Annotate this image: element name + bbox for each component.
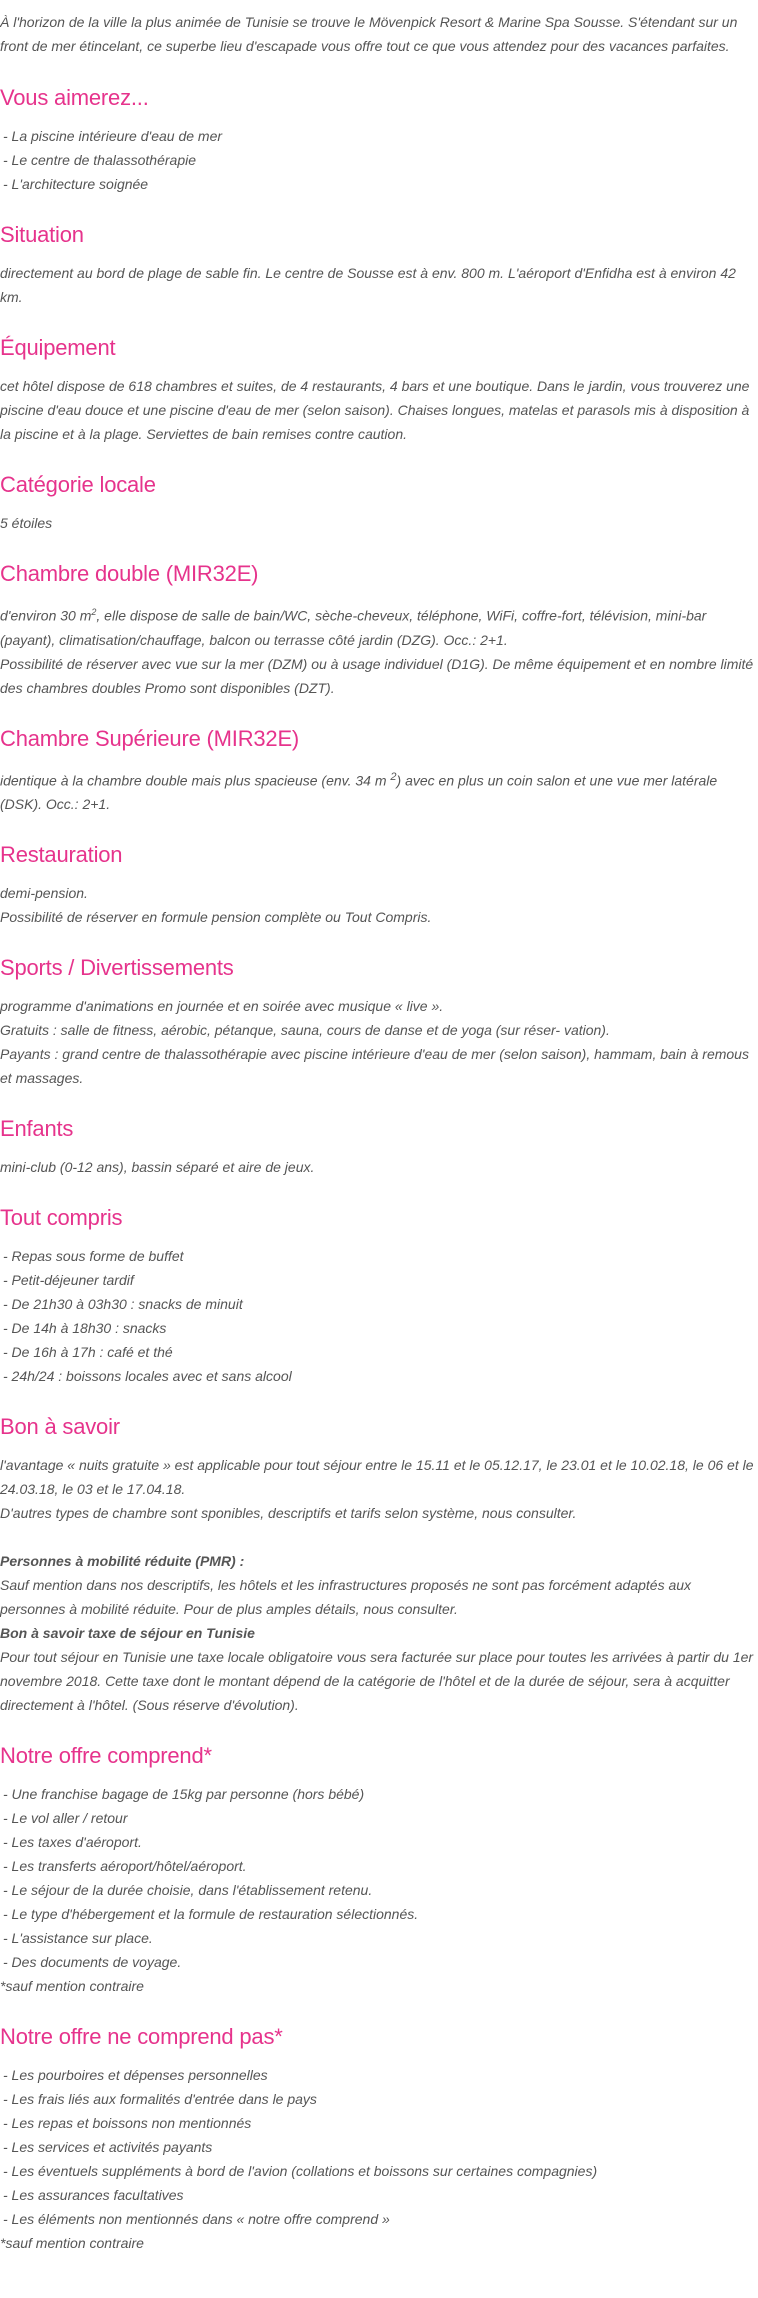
- equipement-text: cet hôtel dispose de 618 chambres et suites, de 4 restaurants, 4 bars et une boutique. Dans le jardin, vous trouverez une piscine d'eau douce et une piscine d'eau de mer (selon saison). Chaises longues, matelas et parasols mis à disposition à la piscine et à la plage. Serviettes de bain remises contre caution.: [0, 378, 750, 442]
- section-title: Catégorie locale: [0, 472, 156, 497]
- list-item: - Les repas et boissons non mentionnés: [3, 2115, 252, 2132]
- list-item: - Le type d'hébergement et la formule de restauration sélectionnés.: [3, 1906, 419, 1923]
- section-title: Vous aimerez...: [0, 85, 149, 110]
- offre-comprend-list: [0, 1782, 758, 1974]
- taxe-text: Pour tout séjour en Tunisie une taxe locale obligatoire vous sera facturée sur place pour toutes les arrivées à partir du 1er novembre 2018. Cette taxe dont le montant dépend de la catégorie de l'hôtel et de la durée de séjour, sera à acquitter directement à l'hôtel. (Sous réserve d'évolution).: [0, 1649, 754, 1714]
- section-sports: [0, 952, 758, 1090]
- superscript: 2: [91, 607, 97, 617]
- list-item: - Une franchise bagage de 15kg par personne (hors bébé): [3, 1786, 365, 1803]
- bon-a-savoir-line: D'autres types de chambre sont sponibles, descriptifs et tarifs selon système, nous consulter.: [0, 1505, 577, 1522]
- list-item: - De 21h30 à 03h30 : snacks de minuit: [3, 1296, 243, 1313]
- situation-text: directement au bord de plage de sable fin. Le centre de Sousse est à env. 800 m. L'aéroport d'Enfidha est à environ 42 km.: [0, 265, 736, 305]
- list-item: - Les frais liés aux formalités d'entrée dans le pays: [3, 2091, 317, 2108]
- text-part: , elle dispose de salle de bain/WC, sèche-cheveux, téléphone, WiFi, coffre-fort, télévision, mini-bar (payant), climatisation/chauffage, balcon ou terrasse côté jardin (DZG). Occ.: 2+1.: [0, 607, 707, 648]
- list-item: - Les transferts aéroport/hôtel/aéroport.: [3, 1858, 247, 1875]
- categorie-text: 5 étoiles: [0, 515, 53, 531]
- list-item: - Les services et activités payants: [3, 2139, 213, 2156]
- section-restauration: [0, 839, 758, 929]
- list-item: - 24h/24 : boissons locales avec et sans alcool: [3, 1368, 292, 1385]
- text-part: identique à la chambre double mais plus spacieuse (env. 34 m: [0, 772, 391, 789]
- section-situation: [0, 219, 758, 309]
- pmr-heading: Personnes à mobilité réduite (PMR) :: [0, 1553, 245, 1570]
- section-equipement: [0, 332, 758, 446]
- section-bon-a-savoir: [0, 1411, 758, 1717]
- section-vous-aimerez: [0, 82, 758, 196]
- text-part: d'environ 30 m: [0, 607, 92, 624]
- section-offre-ne-comprend-pas: [0, 2021, 758, 2255]
- sports-line: Gratuits : salle de fitness, aérobic, pétanque, sauna, cours de danse et de yoga (sur réser- vation).: [0, 1022, 610, 1039]
- section-title: Bon à savoir: [0, 1414, 120, 1440]
- list-item: - Le séjour de la durée choisie, dans l'établissement retenu.: [3, 1882, 373, 1899]
- section-title: Enfants: [0, 1116, 74, 1142]
- text-part: ) avec en plus un coin salon et une vue mer latérale (DSK). Occ.: 2+1.: [0, 772, 718, 813]
- section-tout-compris: [0, 1202, 758, 1388]
- bon-a-savoir-line: l'avantage « nuits gratuite » est applicable pour tout séjour entre le 15.11 et le 05.12.17, le 23.01 et le 10.02.18, le 06 et le 24.03.18, le 03 et le 17.04.18.: [0, 1457, 754, 1498]
- section-title: Notre offre comprend*: [0, 1743, 212, 1769]
- footnote: *sauf mention contraire: [0, 2235, 144, 2252]
- restauration-line: Possibilité de réserver en formule pension complète ou Tout Compris.: [0, 909, 432, 926]
- section-offre-comprend: [0, 1740, 758, 1998]
- list-item: - De 14h à 18h30 : snacks: [3, 1320, 167, 1337]
- taxe-heading: Bon à savoir taxe de séjour en Tunisie: [0, 1625, 255, 1642]
- chambre-double-text: [0, 600, 758, 652]
- intro-text: À l'horizon de la ville la plus animée de Tunisie se trouve le Mövenpick Resort & Marine Spa Sousse. S'étendant sur un front de mer étincelant, ce superbe lieu d'escapade vous offre tout ce que vous attendez pour des vacances parfaites.: [0, 14, 738, 54]
- tout-compris-list: [0, 1244, 758, 1388]
- section-title: Notre offre ne comprend pas*: [0, 2024, 283, 2050]
- pmr-text: Sauf mention dans nos descriptifs, les hôtels et les infrastructures proposés ne sont pas forcément adaptés aux personnes à mobilité réduite. Pour de plus amples détails, nous consulter.: [0, 1577, 692, 1618]
- vous-aimerez-list: [0, 124, 758, 196]
- list-item: - Repas sous forme de buffet: [3, 1248, 184, 1265]
- list-item: - L'architecture soignée: [3, 176, 149, 192]
- superscript: 2: [390, 770, 397, 783]
- section-categorie: [0, 469, 758, 535]
- list-item: - De 16h à 17h : café et thé: [3, 1344, 173, 1361]
- chambre-double-options: Possibilité de réserver avec vue sur la mer (DZM) ou à usage individuel (D1G). De même équipement et en nombre limité des chambres doubles Promo sont disponibles (DZT).: [0, 655, 754, 696]
- section-chambre-double: [0, 558, 758, 700]
- list-item: - Les éventuels suppléments à bord de l'avion (collations et boissons sur certaines compagnies): [3, 2163, 598, 2180]
- list-item: - Petit-déjeuner tardif: [3, 1272, 134, 1289]
- list-item: - Le vol aller / retour: [3, 1810, 128, 1827]
- list-item: - Les pourboires et dépenses personnelles: [3, 2067, 268, 2084]
- sports-line: programme d'animations en journée et en soirée avec musique « live ».: [0, 998, 444, 1015]
- section-title: Situation: [0, 222, 84, 247]
- section-enfants: [0, 1113, 758, 1179]
- section-title: Équipement: [0, 335, 116, 360]
- enfants-text: mini-club (0-12 ans), bassin séparé et aire de jeux.: [0, 1159, 315, 1176]
- list-item: - L'assistance sur place.: [3, 1930, 153, 1947]
- chambre-superieure-text: [0, 765, 758, 817]
- list-item: - Des documents de voyage.: [3, 1954, 182, 1971]
- section-title: Chambre double (MIR32E): [0, 561, 259, 586]
- list-item: - Les assurances facultatives: [3, 2187, 184, 2204]
- list-item: - La piscine intérieure d'eau de mer: [3, 128, 223, 144]
- section-title: Restauration: [0, 842, 123, 868]
- offre-ne-comprend-pas-list: [0, 2063, 758, 2231]
- section-title: Tout compris: [0, 1205, 123, 1231]
- footnote: *sauf mention contraire: [0, 1978, 144, 1995]
- list-item: - Les éléments non mentionnés dans « notre offre comprend »: [3, 2211, 390, 2228]
- section-title: Chambre Supérieure (MIR32E): [0, 725, 300, 751]
- section-title: Sports / Divertissements: [0, 955, 234, 981]
- list-item: - Le centre de thalassothérapie: [3, 152, 197, 168]
- section-chambre-superieure: [0, 723, 758, 817]
- sports-line: Payants : grand centre de thalassothérapie avec piscine intérieure d'eau de mer (selon saison), hammam, bain à remous et massages.: [0, 1046, 749, 1087]
- list-item: - Les taxes d'aéroport.: [3, 1834, 142, 1851]
- spacer: [0, 1525, 758, 1549]
- restauration-line: demi-pension.: [0, 885, 88, 902]
